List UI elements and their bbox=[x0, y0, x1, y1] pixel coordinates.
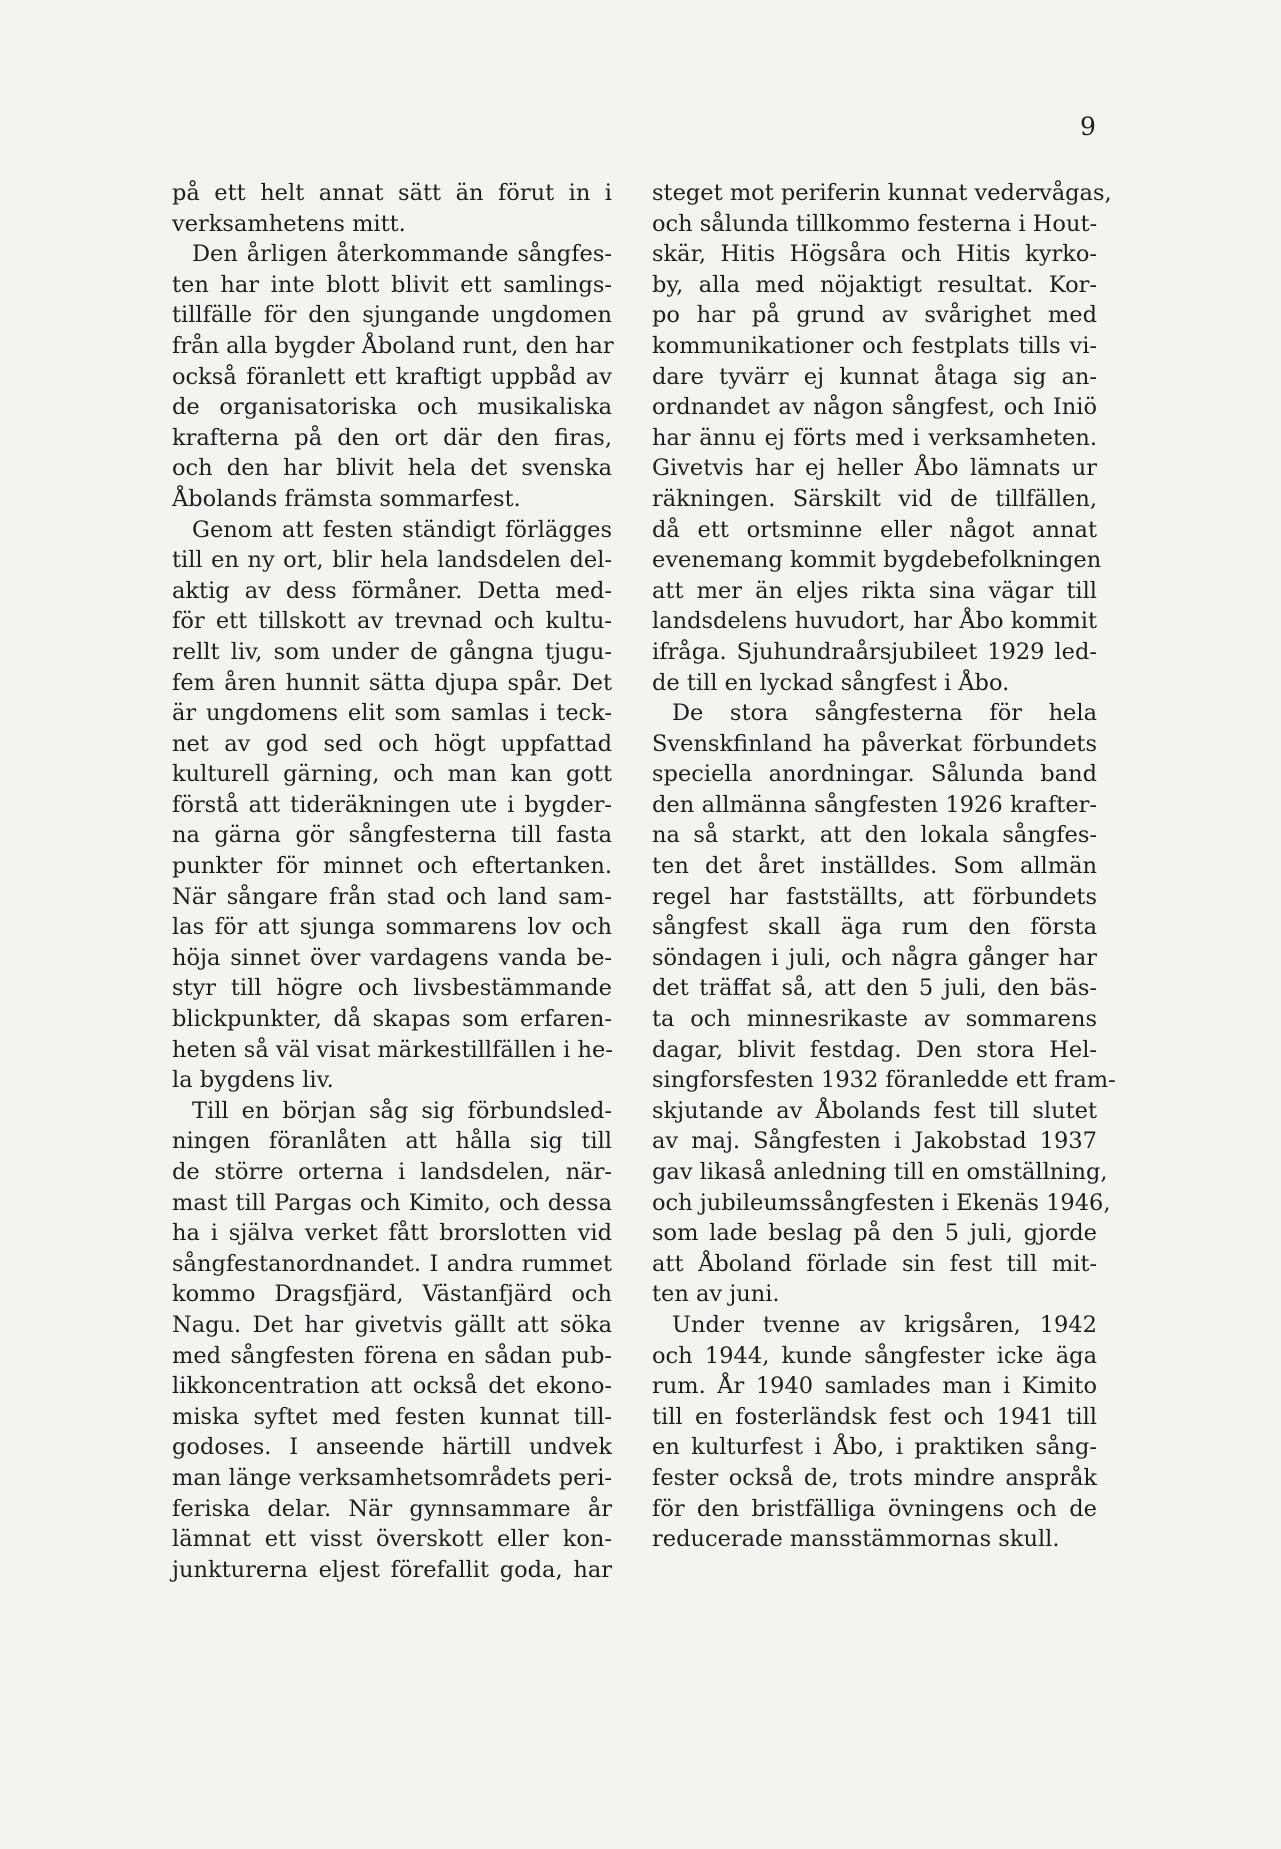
paragraph bbox=[652, 1310, 1097, 1555]
text-line: godoses. I anseende härtill undvek bbox=[172, 1434, 612, 1461]
text-line: en kulturfest i Åbo, i praktiken sång- bbox=[652, 1434, 1097, 1461]
text-line: för den bristfälliga övningens och de bbox=[652, 1495, 1097, 1522]
text-line: Till en början såg sig förbundsled- bbox=[192, 1097, 612, 1124]
text-line: också föranlett ett kraftigt uppbåd av bbox=[172, 363, 612, 390]
paragraph bbox=[652, 178, 1112, 698]
text-line: den allmänna sångfesten 1926 krafter- bbox=[652, 791, 1097, 818]
text-line: la bygdens liv. bbox=[172, 1067, 334, 1094]
text-line: miska syftet med festen kunnat till- bbox=[172, 1403, 612, 1430]
text-line: på ett helt annat sätt än förut in i bbox=[172, 180, 612, 206]
text-line: till en fosterländsk fest och 1941 till bbox=[652, 1403, 1097, 1430]
text-line: verksamhetens mitt. bbox=[172, 210, 406, 237]
text-line: krafterna på den ort där den firas, bbox=[172, 424, 612, 451]
text-line: räkningen. Särskilt vid de tillfällen, bbox=[652, 485, 1097, 512]
text-line: punkter för minnet och eftertanken. bbox=[172, 853, 612, 880]
text-line: styr till högre och livsbestämmande bbox=[172, 975, 612, 1002]
text-line: tillfälle för den sjungande ungdomen bbox=[172, 302, 612, 329]
text-line: De stora sångfesterna för hela bbox=[672, 700, 1097, 727]
text-line: landsdelens huvudort, har Åbo kommit bbox=[652, 608, 1097, 635]
text-line: dare tyvärr ej kunnat åtaga sig an- bbox=[652, 363, 1097, 390]
text-line: skär, Hitis Högsåra och Hitis kyrko- bbox=[652, 241, 1097, 268]
text-line: Den årligen återkommande sångfes- bbox=[192, 241, 612, 268]
text-line: att mer än eljes rikta sina vägar till bbox=[652, 577, 1097, 604]
text-line: det träffat så, att den 5 juli, den bäs- bbox=[652, 975, 1097, 1002]
text-line: ifråga. Sjuhundraårsjubileet 1929 led- bbox=[652, 638, 1097, 665]
text-line: reducerade mansstämmornas skull. bbox=[652, 1526, 1060, 1553]
text-line: förstå att tideräkningen ute i bygder- bbox=[172, 791, 612, 818]
text-line: Givetvis har ej heller Åbo lämnats ur bbox=[652, 455, 1097, 482]
text-line: las för att sjunga sommarens lov och bbox=[172, 914, 612, 941]
text-line: heten så väl visat märkestillfällen i he- bbox=[172, 1036, 613, 1063]
text-line: speciella anordningar. Sålunda band bbox=[652, 761, 1097, 788]
text-line: steget mot periferin kunnat vedervågas, bbox=[652, 180, 1112, 206]
text-line: fester också de, trots mindre anspråk bbox=[652, 1464, 1097, 1491]
text-line: När sångare från stad och land sam- bbox=[172, 883, 612, 910]
text-line: rum. År 1940 samlades man i Kimito bbox=[652, 1373, 1097, 1400]
text-line: Under tvenne av krigsåren, 1942 bbox=[672, 1311, 1097, 1338]
text-line: ordnandet av någon sångfest, och Iniö bbox=[652, 394, 1097, 421]
text-line: Svenskfinland ha påverkat förbundets bbox=[652, 730, 1097, 757]
paragraph bbox=[172, 239, 612, 514]
text-line: feriska delar. När gynnsammare år bbox=[172, 1495, 612, 1522]
text-line: fem åren hunnit sätta djupa spår. Det bbox=[172, 669, 612, 696]
text-line: aktig av dess förmåner. Detta med- bbox=[172, 577, 612, 604]
text-line: ten det året inställdes. Som allmän bbox=[652, 853, 1097, 880]
text-line: höja sinnet över vardagens vanda be- bbox=[172, 944, 612, 971]
paragraph bbox=[172, 178, 612, 239]
text-line: av maj. Sångfesten i Jakobstad 1937 bbox=[652, 1128, 1097, 1155]
text-line: mast till Pargas och Kimito, och dessa bbox=[172, 1189, 612, 1216]
text-line: söndagen i juli, och några gånger har bbox=[652, 944, 1097, 971]
text-line: har ännu ej förts med i verksamheten. bbox=[652, 424, 1097, 451]
text-line: Åbolands främsta sommarfest. bbox=[172, 485, 521, 512]
paragraph bbox=[172, 1096, 612, 1586]
text-line: skjutande av Åbolands fest till slutet bbox=[652, 1097, 1097, 1124]
text-line: lämnat ett visst överskott eller kon- bbox=[172, 1526, 612, 1553]
text-line: för ett tillskott av trevnad och kultu- bbox=[172, 608, 612, 635]
paragraph bbox=[652, 698, 1116, 1310]
text-line: sångfestanordnandet. I andra rummet bbox=[172, 1250, 612, 1277]
text-line: och 1944, kunde sångfester icke äga bbox=[652, 1342, 1097, 1369]
paragraph bbox=[172, 515, 612, 1096]
text-line: de till en lyckad sångfest i Åbo. bbox=[652, 669, 1010, 696]
text-line: de större orterna i landsdelen, när- bbox=[172, 1159, 612, 1185]
text-line: är ungdomens elit som samlas i teck- bbox=[172, 700, 612, 727]
text-line: blickpunkter, då skapas som erfaren- bbox=[172, 1006, 612, 1033]
right-column bbox=[652, 178, 1116, 1555]
text-line: att Åboland förlade sin fest till mit- bbox=[652, 1250, 1097, 1277]
text-line: likkoncentration att också det ekono- bbox=[172, 1373, 612, 1400]
text-line: Nagu. Det har givetvis gällt att söka bbox=[172, 1311, 612, 1338]
page-number: 9 bbox=[1080, 112, 1096, 141]
text-line: na gärna gör sångfesterna till fasta bbox=[172, 822, 612, 849]
text-line: då ett ortsminne eller något annat bbox=[652, 516, 1097, 543]
text-line: kommo Dragsfjärd, Västanfjärd och bbox=[172, 1281, 612, 1308]
text-line: gav likaså anledning till en omställning, bbox=[652, 1159, 1108, 1185]
left-column bbox=[172, 178, 612, 1585]
text-line: som lade beslag på den 5 juli, gjorde bbox=[652, 1220, 1097, 1247]
text-line: ta och minnesrikaste av sommarens bbox=[652, 1006, 1097, 1033]
text-line: man länge verksamhetsområdets peri- bbox=[172, 1464, 612, 1491]
text-line: ten av juni. bbox=[652, 1281, 780, 1308]
text-line: kulturell gärning, och man kan gott bbox=[172, 761, 612, 788]
text-line: singforsfesten 1932 föranledde ett fram- bbox=[652, 1067, 1116, 1094]
text-line: sångfest skall äga rum den första bbox=[652, 914, 1097, 941]
text-line: by, alla med nöjaktigt resultat. Kor- bbox=[652, 271, 1097, 298]
text-line: till en ny ort, blir hela landsdelen del- bbox=[172, 547, 612, 574]
text-line: rellt liv, som under de gångna tjugu- bbox=[172, 638, 612, 665]
text-line: Genom att festen ständigt förlägges bbox=[192, 516, 612, 543]
text-line: kommunikationer och festplats tills vi- bbox=[652, 332, 1097, 359]
text-line: de organisatoriska och musikaliska bbox=[172, 394, 612, 421]
text-line: och sålunda tillkommo festerna i Hout- bbox=[652, 210, 1098, 237]
text-line: ha i själva verket fått brorslotten vid bbox=[172, 1220, 612, 1247]
text-line: dagar, blivit festdag. Den stora Hel- bbox=[652, 1036, 1097, 1063]
text-line: ten har inte blott blivit ett samlings- bbox=[172, 271, 612, 298]
text-line: junkturerna eljest förefallit goda, har bbox=[172, 1556, 612, 1583]
text-line: na så starkt, att den lokala sångfes- bbox=[652, 822, 1097, 849]
text-line: ningen föranlåten att hålla sig till bbox=[172, 1128, 612, 1155]
text-line: och den har blivit hela det svenska bbox=[172, 455, 612, 482]
text-line: från alla bygder Åboland runt, den har bbox=[172, 332, 614, 359]
text-line: net av god sed och högt uppfattad bbox=[172, 730, 612, 757]
text-line: regel har fastställts, att förbundets bbox=[652, 883, 1097, 910]
text-line: med sångfesten förena en sådan pub- bbox=[172, 1342, 612, 1369]
text-line: po har på grund av svårighet med bbox=[652, 302, 1097, 329]
text-line: evenemang kommit bygdebefolkningen bbox=[652, 547, 1102, 574]
text-line: och jubileumssångfesten i Ekenäs 1946, bbox=[652, 1189, 1111, 1216]
